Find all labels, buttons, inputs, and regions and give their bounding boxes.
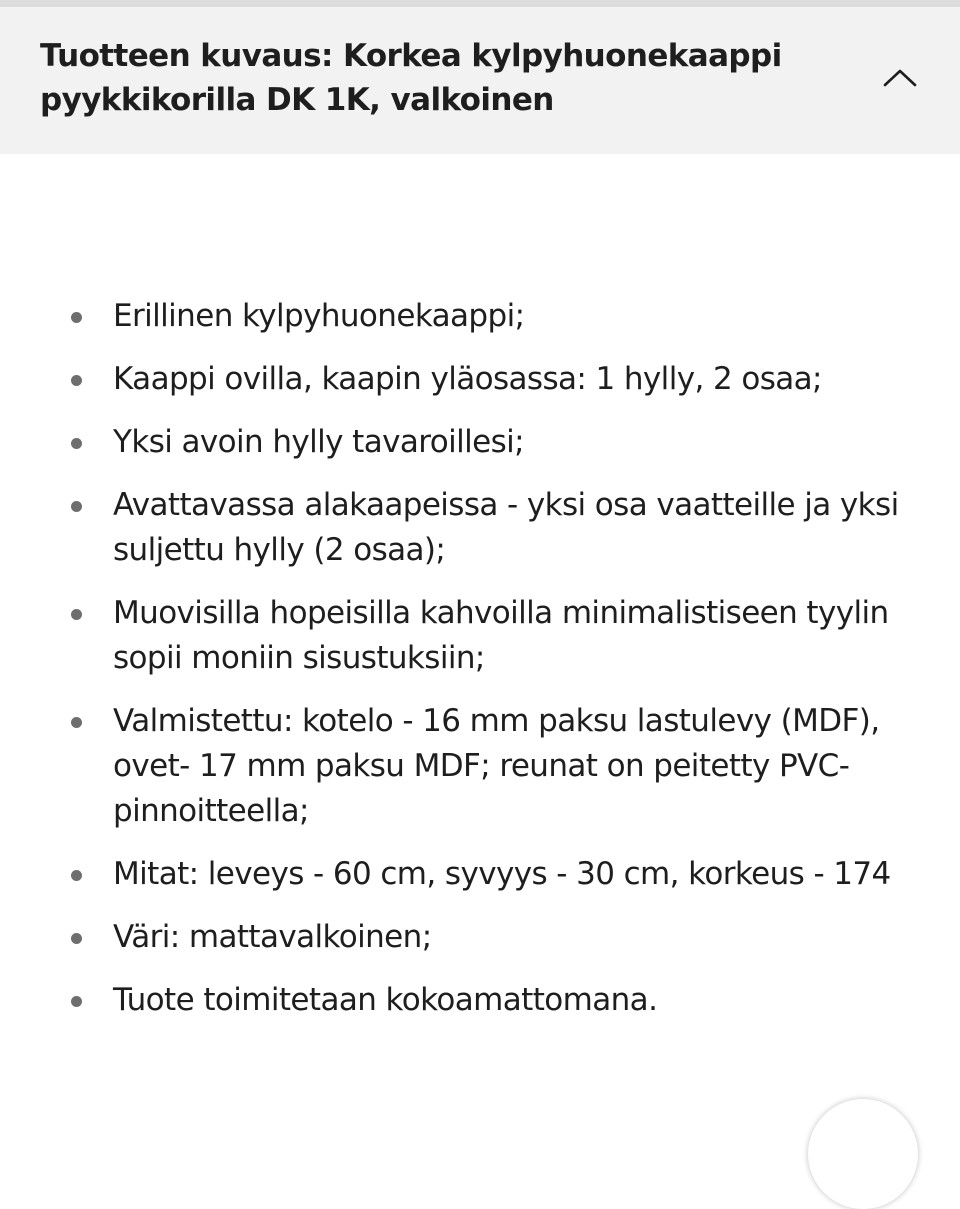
feature-item: [0, 357, 960, 402]
bullet-icon: [71, 717, 82, 728]
bullet-icon: [71, 870, 82, 881]
feature-text: Tuote toimitetaan kokoamattomana.: [113, 982, 658, 1018]
feature-text: Yksi avoin hylly tavaroillesi;: [113, 424, 524, 460]
feature-item: [0, 699, 960, 834]
feature-text: ovet- 17 mm paksu MDF; reunat on peitetty PVC-: [113, 748, 850, 784]
feature-text: Väri: mattavalkoinen;: [113, 919, 432, 955]
feature-item: [0, 852, 960, 897]
top-divider: [0, 0, 960, 7]
bullet-icon: [71, 933, 82, 944]
accordion-title-line-1: Tuotteen kuvaus: Korkea kylpyhuonekaappi: [40, 37, 782, 74]
feature-item: [0, 978, 960, 1023]
feature-text: Avattavassa alakaapeissa - yksi osa vaatteille ja yksi: [113, 487, 899, 523]
feature-item: [0, 420, 960, 465]
feature-text: pinnoitteella;: [113, 793, 309, 829]
bullet-icon: [71, 375, 82, 386]
feature-item: [0, 591, 960, 681]
feature-item: [0, 294, 960, 339]
bullet-icon: [71, 609, 82, 620]
feature-text: Mitat: leveys - 60 cm, syvyys - 30 cm, korkeus - 174: [113, 856, 891, 892]
feature-text: sopii moniin sisustuksiin;: [113, 640, 485, 676]
feature-item: [0, 915, 960, 960]
chevron-up-icon[interactable]: [880, 57, 920, 97]
bullet-icon: [71, 438, 82, 449]
feature-item: [0, 483, 960, 573]
bullet-icon: [71, 996, 82, 1007]
product-description-accordion-header[interactable]: [0, 7, 960, 154]
accordion-title-line-2: pyykkikorilla DK 1K, valkoinen: [40, 81, 554, 118]
floating-action-button[interactable]: [808, 1099, 918, 1209]
bullet-icon: [71, 312, 82, 323]
feature-text: suljettu hylly (2 osaa);: [113, 532, 446, 568]
feature-text: Valmistettu: kotelo - 16 mm paksu lastulevy (MDF),: [113, 703, 880, 739]
feature-text: Kaappi ovilla, kaapin yläosassa: 1 hylly, 2 osaa;: [113, 361, 822, 397]
accordion-title: [40, 34, 830, 122]
feature-text: Erillinen kylpyhuonekaappi;: [113, 298, 525, 334]
product-description-content: [0, 154, 960, 1131]
feature-text: Muovisilla hopeisilla kahvoilla minimalistiseen tyylin: [113, 595, 889, 631]
bullet-icon: [71, 501, 82, 512]
feature-list: [0, 294, 960, 1041]
